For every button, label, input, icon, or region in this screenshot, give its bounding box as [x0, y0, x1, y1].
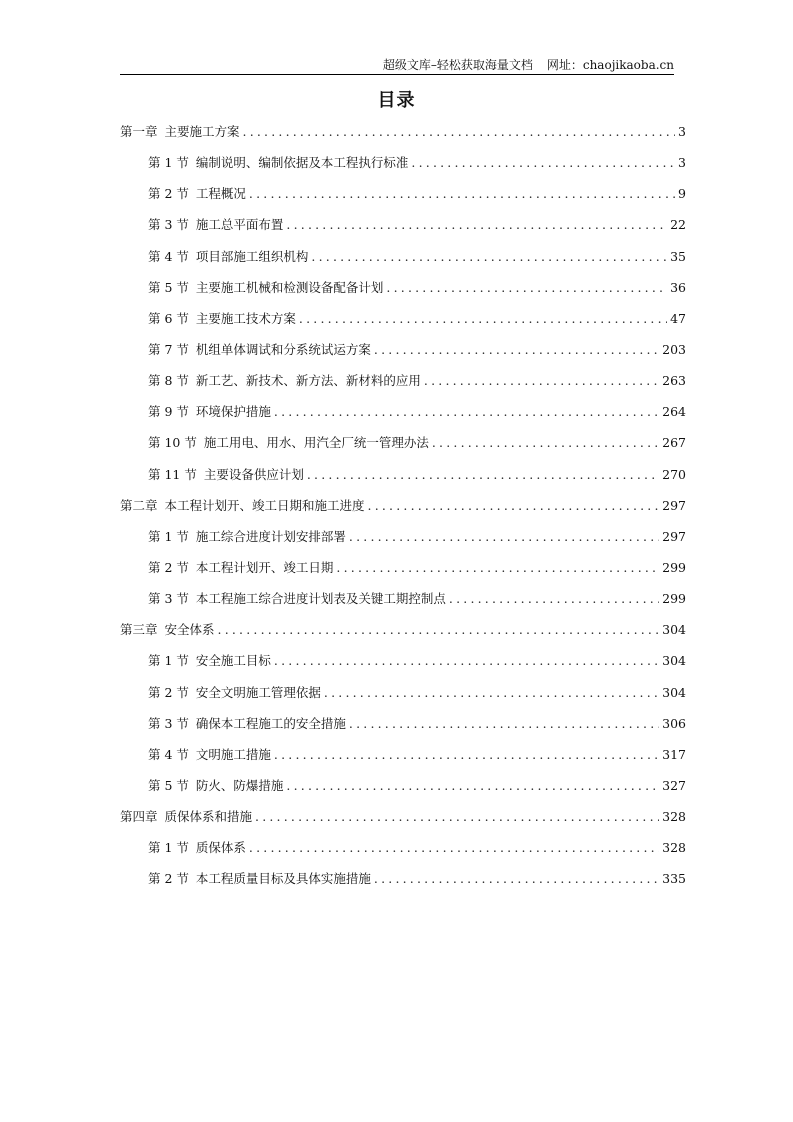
- toc-section-entry[interactable]: [120, 836, 686, 867]
- toc-entry-number: 第 2 节: [148, 684, 189, 700]
- toc-entry-title: 编制说明、编制依据及本工程执行标准: [195, 155, 409, 171]
- toc-page-number: 327: [662, 777, 686, 793]
- toc-page-number: 304: [662, 684, 686, 700]
- toc-page-number: 9: [678, 186, 686, 202]
- toc-page-number: 263: [662, 373, 686, 389]
- toc-entry-title: 本工程计划开、竣工日期和施工进度: [164, 497, 365, 513]
- toc-entry-title: 机组单体调试和分系统试运方案: [195, 341, 371, 357]
- toc-section-entry[interactable]: [120, 245, 686, 276]
- toc-page-number: 35: [670, 248, 686, 264]
- toc-entry-title: 文明施工措施: [195, 746, 271, 762]
- toc-entry-title: 安全施工目标: [195, 653, 271, 669]
- toc-section-entry[interactable]: [120, 182, 686, 213]
- toc-dot-leader: [449, 587, 659, 611]
- toc-dot-leader: [374, 338, 659, 362]
- toc-section-entry[interactable]: [120, 400, 686, 431]
- toc-chapter-entry[interactable]: [120, 120, 686, 151]
- toc-entry-number: 第 10 节: [148, 435, 197, 451]
- toc-entry-number: 第 6 节: [148, 310, 189, 326]
- toc-entry-number: 第 1 节: [148, 155, 189, 171]
- toc-dot-leader: [349, 525, 659, 549]
- toc-dot-leader: [274, 743, 659, 767]
- toc-page-number: 297: [662, 528, 686, 544]
- toc-section-entry[interactable]: [120, 369, 686, 400]
- toc-entry-number: 第 3 节: [148, 591, 189, 607]
- header-site-url[interactable]: 网址：chaojikaoba.cn: [546, 58, 674, 72]
- toc-entry-title: 质保体系和措施: [164, 809, 253, 825]
- toc-page-number: 264: [662, 404, 686, 420]
- toc-dot-leader: [324, 681, 659, 705]
- toc-page-number: 328: [662, 809, 686, 825]
- toc-entry-number: 第 8 节: [148, 373, 189, 389]
- toc-entry-title: 质保体系: [195, 840, 246, 856]
- toc-entry-number: 第 1 节: [148, 653, 189, 669]
- toc-entry-title: 施工用电、用水、用汽全厂统一管理办法: [203, 435, 429, 451]
- toc-entry-number: 第二章: [120, 497, 158, 513]
- toc-dot-leader: [336, 556, 659, 580]
- toc-entry-number: 第 5 节: [148, 279, 189, 295]
- toc-dot-leader: [274, 649, 659, 673]
- toc-entry-number: 第 4 节: [148, 248, 189, 264]
- toc-dot-leader: [249, 182, 675, 206]
- table-of-contents: [120, 120, 686, 899]
- toc-chapter-entry[interactable]: [120, 805, 686, 836]
- toc-entry-number: 第一章: [120, 124, 158, 139]
- toc-section-entry[interactable]: [120, 712, 686, 743]
- toc-page-number: 299: [662, 591, 686, 607]
- toc-page-number: 47: [670, 310, 686, 326]
- toc-page-number: 270: [662, 466, 686, 482]
- toc-entry-number: 第 2 节: [148, 186, 189, 202]
- toc-section-entry[interactable]: [120, 276, 686, 307]
- toc-dot-leader: [368, 494, 660, 518]
- toc-entry-title: 新工艺、新技术、新方法、新材料的应用: [195, 373, 421, 389]
- toc-dot-leader: [411, 151, 675, 175]
- toc-entry-title: 工程概况: [195, 186, 246, 202]
- toc-dot-leader: [286, 213, 667, 237]
- toc-entry-title: 安全体系: [164, 622, 215, 638]
- toc-entry-title: 本工程质量目标及具体实施措施: [195, 871, 371, 887]
- toc-page-number: 267: [662, 435, 686, 451]
- toc-entry-number: 第三章: [120, 622, 158, 638]
- toc-section-entry[interactable]: [120, 774, 686, 805]
- toc-entry-number: 第 2 节: [148, 871, 189, 887]
- toc-entry-title: 环境保护措施: [195, 404, 271, 420]
- toc-section-entry[interactable]: [120, 587, 686, 618]
- toc-entry-number: 第 1 节: [148, 528, 189, 544]
- toc-section-entry[interactable]: [120, 463, 686, 494]
- toc-section-entry[interactable]: [120, 556, 686, 587]
- toc-section-entry[interactable]: [120, 431, 686, 462]
- toc-entry-number: 第 11 节: [148, 466, 197, 482]
- toc-dot-leader: [218, 618, 660, 642]
- toc-entry-title: 主要施工技术方案: [195, 310, 296, 326]
- toc-entry-title: 主要施工方案: [164, 124, 240, 139]
- toc-section-entry[interactable]: [120, 338, 686, 369]
- toc-section-entry[interactable]: [120, 213, 686, 244]
- toc-page-number: 203: [662, 341, 686, 357]
- toc-section-entry[interactable]: [120, 649, 686, 680]
- toc-page-number: 297: [662, 497, 686, 513]
- toc-dot-leader: [349, 712, 659, 736]
- toc-entry-number: 第 4 节: [148, 746, 189, 762]
- toc-dot-leader: [286, 774, 659, 798]
- toc-section-entry[interactable]: [120, 307, 686, 338]
- toc-entry-title: 施工综合进度计划安排部署: [195, 528, 346, 544]
- toc-entry-number: 第 2 节: [148, 559, 189, 575]
- toc-page-number: 36: [670, 279, 686, 295]
- toc-dot-leader: [249, 836, 659, 860]
- toc-dot-leader: [386, 276, 667, 300]
- toc-page-number: 306: [662, 715, 686, 731]
- page-title: 目录: [377, 90, 416, 111]
- toc-page-number: 317: [662, 746, 686, 762]
- toc-entry-number: 第四章: [120, 809, 158, 825]
- toc-entry-number: 第 3 节: [148, 217, 189, 233]
- toc-page-number: 335: [662, 871, 686, 887]
- page-header: [120, 56, 674, 74]
- toc-page-number: 304: [662, 653, 686, 669]
- toc-chapter-entry[interactable]: [120, 494, 686, 525]
- toc-entry-title: 主要设备供应计划: [203, 466, 304, 482]
- toc-section-entry[interactable]: [120, 743, 686, 774]
- toc-entry-number: 第 7 节: [148, 341, 189, 357]
- toc-section-entry[interactable]: [120, 151, 686, 182]
- toc-entry-number: 第 9 节: [148, 404, 189, 420]
- toc-entry-title: 安全文明施工管理依据: [195, 684, 321, 700]
- toc-dot-leader: [374, 867, 659, 891]
- toc-entry-title: 确保本工程施工的安全措施: [195, 715, 346, 731]
- toc-entry-title: 主要施工机械和检测设备配备计划: [195, 279, 384, 295]
- toc-dot-leader: [243, 120, 675, 144]
- toc-page-number: 299: [662, 559, 686, 575]
- toc-dot-leader: [299, 307, 667, 331]
- toc-dot-leader: [255, 805, 659, 829]
- toc-dot-leader: [432, 431, 659, 455]
- header-brand: 超级文库–轻松获取海量文档: [382, 58, 533, 72]
- toc-entry-number: 第 3 节: [148, 715, 189, 731]
- toc-entry-title: 本工程施工综合进度计划表及关键工期控制点: [195, 591, 446, 607]
- toc-entry-title: 施工总平面布置: [195, 217, 284, 233]
- toc-entry-number: 第 5 节: [148, 777, 189, 793]
- toc-page-number: 328: [662, 840, 686, 856]
- toc-dot-leader: [311, 245, 667, 269]
- toc-entry-title: 项目部施工组织机构: [195, 248, 309, 264]
- toc-page-number: 304: [662, 622, 686, 638]
- toc-section-entry[interactable]: [120, 867, 686, 898]
- toc-dot-leader: [307, 463, 659, 487]
- toc-section-entry[interactable]: [120, 681, 686, 712]
- header-divider: [120, 74, 674, 75]
- toc-page-number: 22: [670, 217, 686, 233]
- toc-chapter-entry[interactable]: [120, 618, 686, 649]
- toc-section-entry[interactable]: [120, 525, 686, 556]
- toc-dot-leader: [274, 400, 659, 424]
- toc-dot-leader: [424, 369, 659, 393]
- toc-entry-number: 第 1 节: [148, 840, 189, 856]
- toc-page-number: 3: [678, 155, 686, 171]
- toc-page-number: 3: [678, 124, 686, 139]
- toc-entry-title: 本工程计划开、竣工日期: [195, 559, 334, 575]
- toc-entry-title: 防火、防爆措施: [195, 777, 284, 793]
